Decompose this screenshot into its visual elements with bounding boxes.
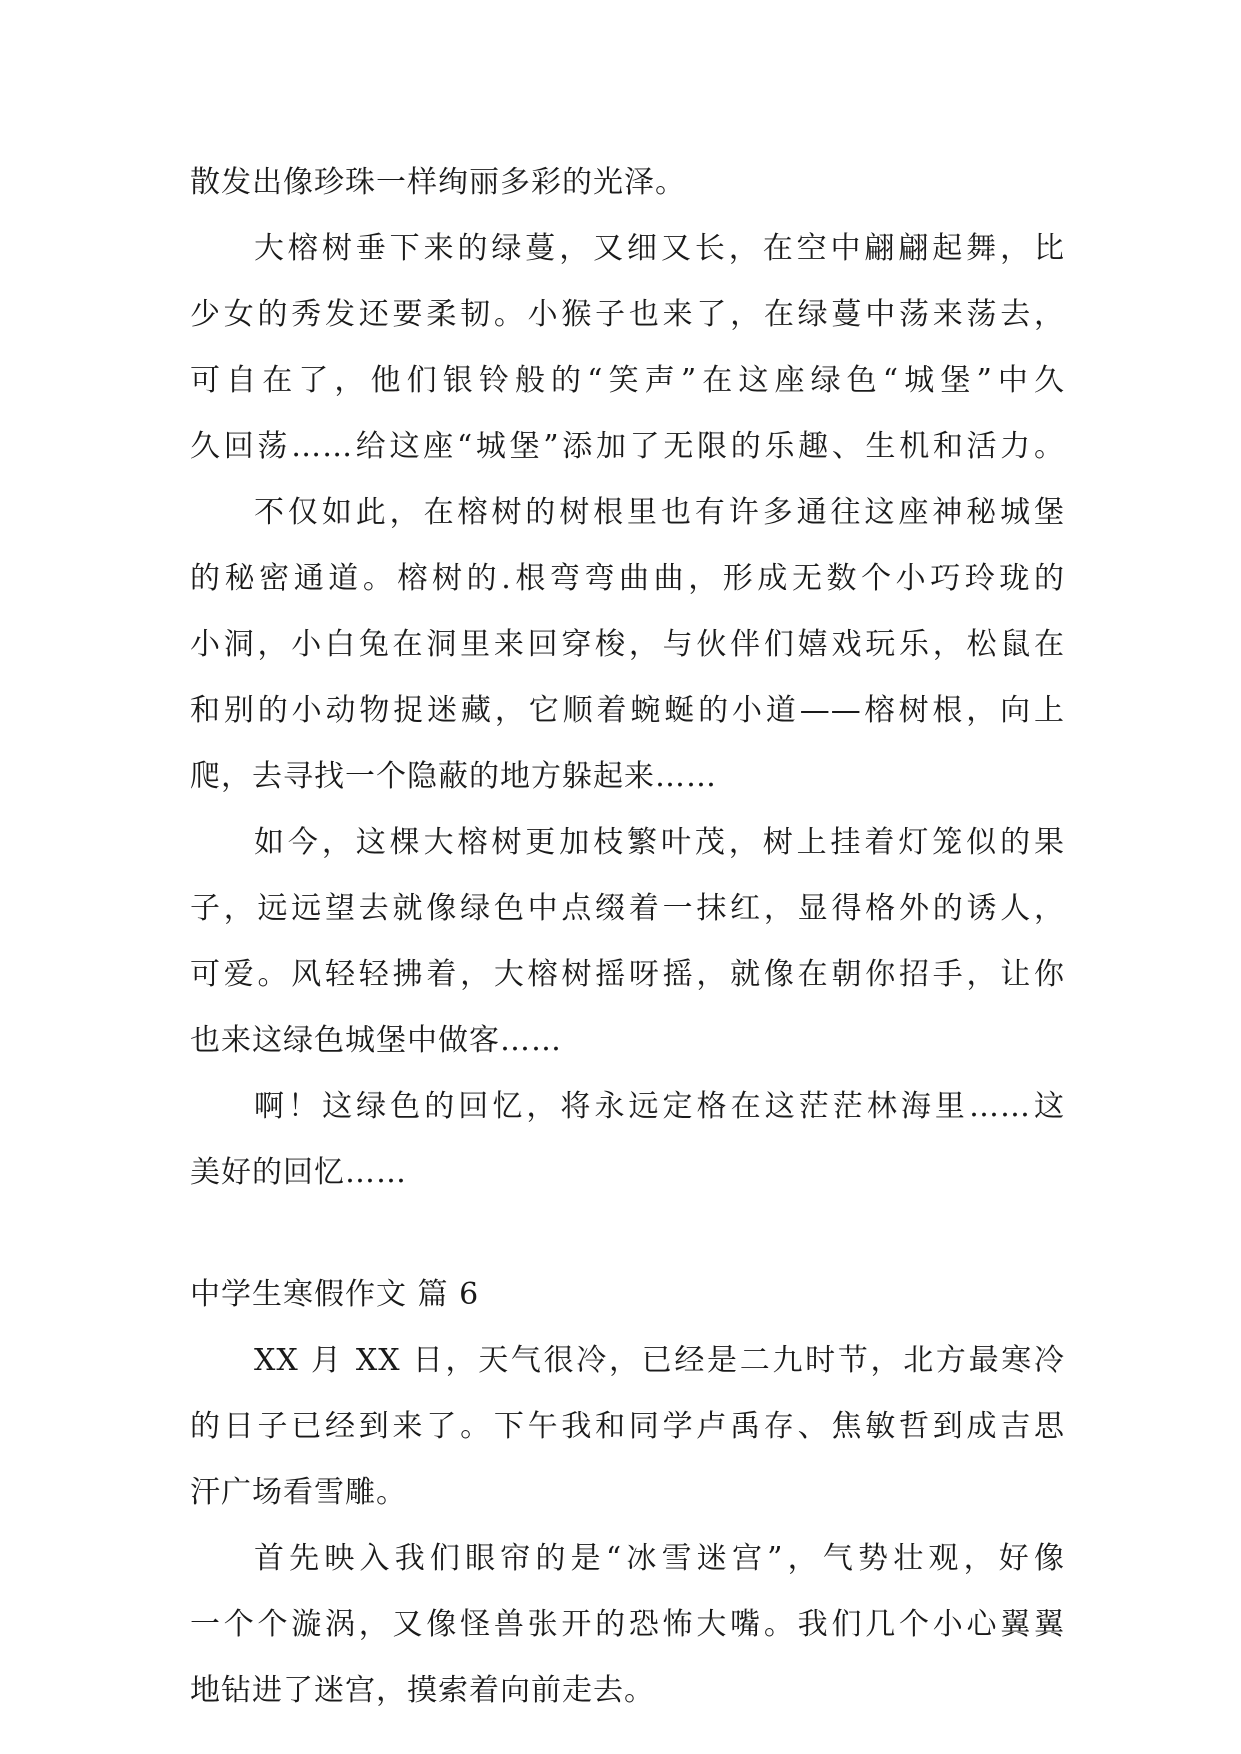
paragraph-memory bbox=[190, 1074, 1065, 1206]
text-line: 可爱。风轻轻拂着，大榕树摇呀摇，就像在朝你招手，让你 bbox=[190, 957, 1065, 992]
text-line: 汗广场看雪雕。 bbox=[190, 1475, 407, 1510]
paragraph-banyan-vines bbox=[190, 216, 1065, 480]
paragraph-banyan-roots bbox=[190, 480, 1065, 810]
section-heading: 中学生寒假作文 篇 6 bbox=[190, 1277, 480, 1312]
text-line: 子，远远望去就像绿色中点缀着一抹红，显得格外的诱人， bbox=[190, 891, 1065, 926]
text-line: 爬，去寻找一个隐蔽的地方躲起来…… bbox=[190, 759, 717, 794]
paragraph-banyan-now bbox=[190, 810, 1065, 1074]
text-line: 散发出像珍珠一样绚丽多彩的光泽。 bbox=[190, 165, 686, 200]
text-line: 可自在了，他们银铃般的“笑声”在这座绿色“城堡”中久 bbox=[190, 363, 1065, 398]
text-line: 的秘密通道。榕树的.根弯弯曲曲，形成无数个小巧玲珑的 bbox=[190, 561, 1065, 596]
paragraph-continuation bbox=[190, 150, 1065, 216]
text-line: 和别的小动物捉迷藏，它顺着蜿蜒的小道——榕树根，向上 bbox=[190, 693, 1065, 728]
text-line: 小洞，小白兔在洞里来回穿梭，与伙伴们嬉戏玩乐，松鼠在 bbox=[190, 627, 1065, 662]
text-line: 的日子已经到来了。下午我和同学卢禹存、焦敏哲到成吉思 bbox=[190, 1409, 1065, 1444]
text-line: 不仅如此，在榕树的树根里也有许多通往这座神秘城堡 bbox=[254, 495, 1065, 530]
text-line: 久回荡……给这座“城堡”添加了无限的乐趣、生机和活力。 bbox=[190, 429, 1065, 464]
document-body bbox=[190, 150, 1065, 1724]
text-line: 大榕树垂下来的绿蔓，又细又长，在空中翩翩起舞，比 bbox=[254, 231, 1065, 266]
text-line: 美好的回忆…… bbox=[190, 1155, 407, 1190]
paragraph-ice-maze bbox=[190, 1526, 1065, 1724]
paragraph-winter-day bbox=[190, 1328, 1065, 1526]
text-line: 也来这绿色城堡中做客…… bbox=[190, 1023, 562, 1058]
text-line: XX 月 XX 日，天气很冷，已经是二九时节，北方最寒冷 bbox=[254, 1343, 1065, 1378]
section-spacer bbox=[190, 1206, 1065, 1262]
text-line: 地钻进了迷宫，摸索着向前走去。 bbox=[190, 1673, 655, 1708]
text-line: 啊！这绿色的回忆，将永远定格在这茫茫林海里……这 bbox=[254, 1089, 1065, 1124]
text-line: 首先映入我们眼帘的是“冰雪迷宫”，气势壮观，好像 bbox=[254, 1541, 1065, 1576]
text-line: 如今，这棵大榕树更加枝繁叶茂，树上挂着灯笼似的果 bbox=[254, 825, 1065, 860]
text-line: 一个个漩涡，又像怪兽张开的恐怖大嘴。我们几个小心翼翼 bbox=[190, 1607, 1065, 1642]
text-line: 少女的秀发还要柔韧。小猴子也来了，在绿蔓中荡来荡去， bbox=[190, 297, 1065, 332]
